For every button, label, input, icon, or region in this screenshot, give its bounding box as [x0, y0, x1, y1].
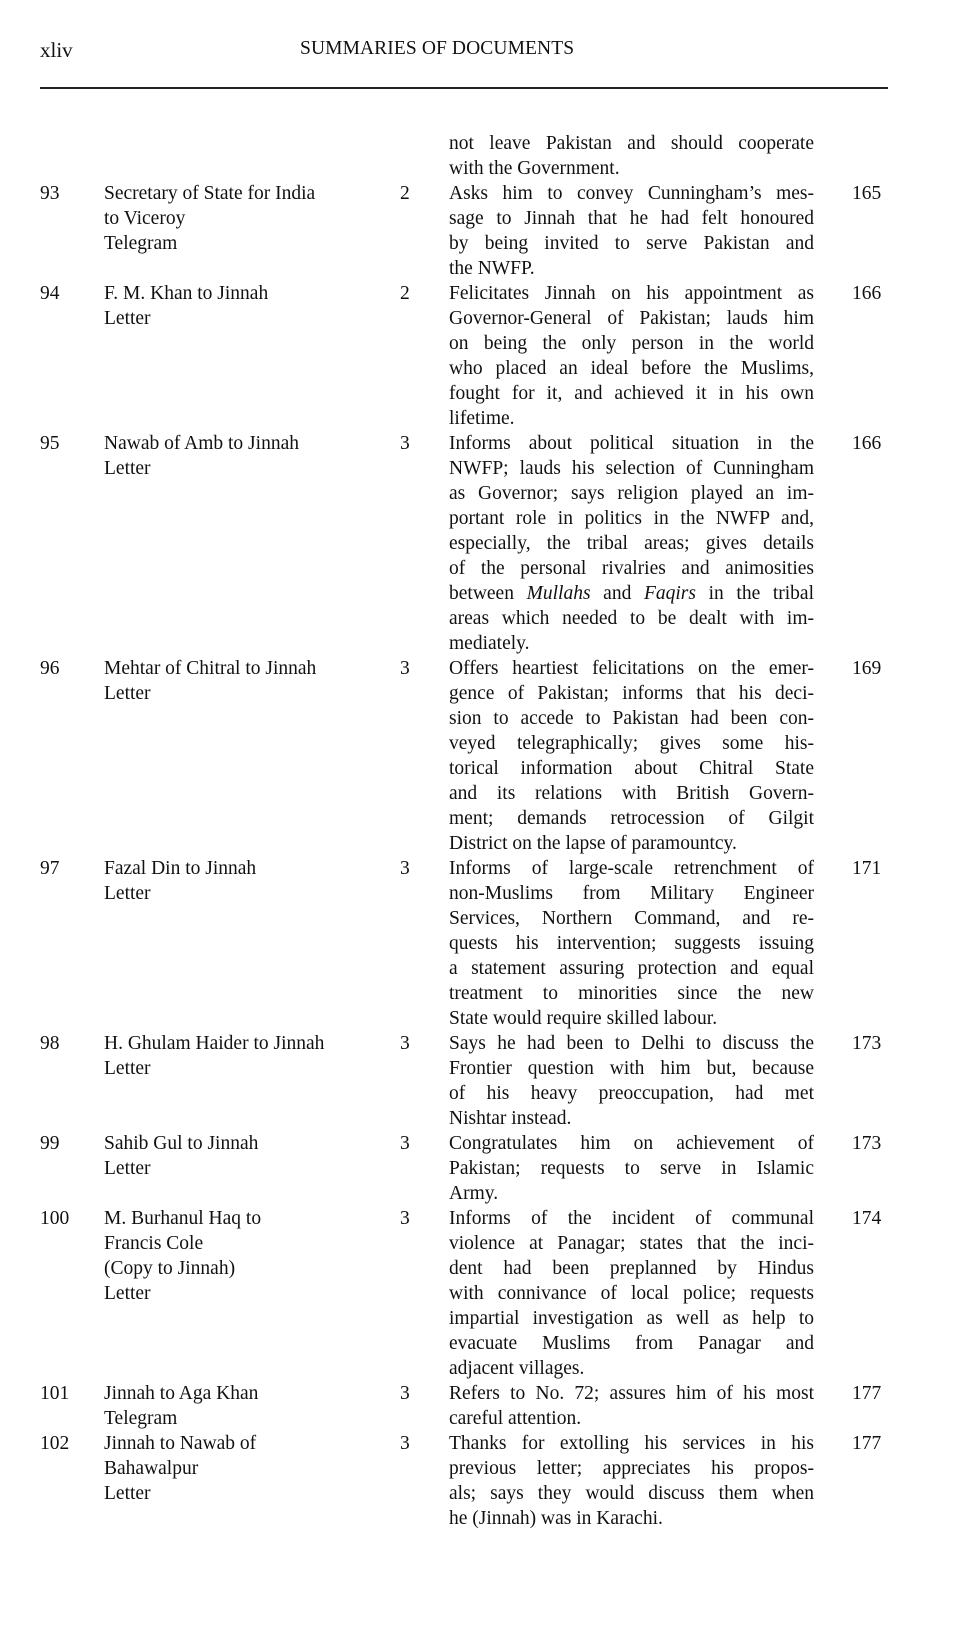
- document-entry: [0, 856, 968, 1031]
- summary-line: State would require skilled labour.: [449, 1008, 718, 1029]
- summary-line: Governor-General of Pakistan; lauds him: [449, 308, 814, 329]
- summary-line: areas which needed to be dealt with im-: [449, 608, 814, 629]
- summary-line: fought for it, and achieved it in his own: [449, 383, 814, 404]
- summary-text: [449, 181, 814, 281]
- title-line: Sahib Gul to Jinnah: [104, 1133, 259, 1154]
- title-line: to Viceroy: [104, 208, 186, 229]
- title-line: Letter: [104, 1283, 151, 1304]
- part-number: 3: [400, 1383, 410, 1404]
- title-line: Letter: [104, 883, 151, 904]
- summary-line: especially, the tribal areas; gives details: [449, 533, 814, 554]
- summary-line: [449, 581, 814, 606]
- title-line: Letter: [104, 308, 151, 329]
- summary-line: with the Government.: [449, 158, 620, 179]
- summary-line: he (Jinnah) was in Karachi.: [449, 1508, 663, 1529]
- document-entry: [0, 181, 968, 281]
- summary-line: torical information about Chitral State: [449, 758, 814, 779]
- summary-line: Thanks for extolling his services in his: [449, 1433, 814, 1454]
- continuation-row: [0, 131, 968, 181]
- title-line: Mehtar of Chitral to Jinnah: [104, 658, 317, 679]
- italic-term: Mullahs: [526, 583, 591, 604]
- summary-line: quests his intervention; suggests issuing: [449, 933, 814, 954]
- title-line: Letter: [104, 1483, 151, 1504]
- document-title: [104, 1031, 374, 1081]
- summary-line: mediately.: [449, 633, 530, 654]
- title-line: Telegram: [104, 1408, 178, 1429]
- part-number: 3: [400, 433, 410, 454]
- document-title: [104, 1131, 374, 1181]
- part-number: 3: [400, 1133, 410, 1154]
- summary-line: Nishtar instead.: [449, 1108, 572, 1129]
- page-reference: 173: [852, 1033, 882, 1054]
- summary-line: and its relations with British Govern-: [449, 783, 814, 804]
- summary-text: [449, 1031, 814, 1131]
- italic-term: Faqirs: [643, 583, 696, 604]
- summary-line: portant role in politics in the NWFP and,: [449, 508, 814, 529]
- document-number: 102: [40, 1433, 70, 1454]
- summary-line: Informs of the incident of communal: [449, 1208, 814, 1229]
- document-number: 98: [40, 1033, 60, 1054]
- document-number: 93: [40, 183, 60, 204]
- document-title: [104, 181, 374, 256]
- summary-text: [449, 1131, 814, 1206]
- summary-line: with connivance of local police; requests: [449, 1283, 814, 1304]
- summary-line: Services, Northern Command, and re-: [449, 908, 814, 929]
- document-entry: [0, 1381, 968, 1431]
- summary-line: treatment to minorities since the new: [449, 983, 814, 1004]
- part-number: 3: [400, 1208, 410, 1229]
- title-line: Letter: [104, 1058, 151, 1079]
- summary-line: Felicitates Jinnah on his appointment as: [449, 283, 814, 304]
- summary-text: [449, 656, 814, 856]
- summary-line: lifetime.: [449, 408, 515, 429]
- part-number: 3: [400, 1033, 410, 1054]
- title-line: Nawab of Amb to Jinnah: [104, 433, 299, 454]
- document-entry: [0, 1206, 968, 1381]
- document-entry: [0, 656, 968, 856]
- running-title: SUMMARIES OF DOCUMENTS: [300, 38, 575, 59]
- page-reference: 169: [852, 658, 882, 679]
- summary-line: on being the only person in the world: [449, 333, 814, 354]
- summary-line: sage to Jinnah that he had felt honoured: [449, 208, 814, 229]
- page-reference: 171: [852, 858, 882, 879]
- title-line: Francis Cole: [104, 1233, 204, 1254]
- title-line: F. M. Khan to Jinnah: [104, 283, 269, 304]
- part-number: 2: [400, 283, 410, 304]
- summary-line: Army.: [449, 1183, 499, 1204]
- summary-text: [449, 281, 814, 431]
- summary-text: [449, 856, 814, 1031]
- document-entry: [0, 1031, 968, 1131]
- title-line: Telegram: [104, 233, 178, 254]
- summary-text: [449, 431, 814, 656]
- summary-line: evacuate Muslims from Panagar and: [449, 1333, 814, 1354]
- summary-line: not leave Pakistan and should cooperate: [449, 133, 814, 154]
- summary-line: dent had been preplanned by Hindus: [449, 1258, 814, 1279]
- summary-line: District on the lapse of paramountcy.: [449, 833, 737, 854]
- summary-line: Offers heartiest felicitations on the emer-: [449, 658, 814, 679]
- text-segment: and: [590, 583, 644, 604]
- summaries-table: [0, 131, 968, 1531]
- summary-line: the NWFP.: [449, 258, 535, 279]
- summary-line: violence at Panagar; states that the inci-: [449, 1233, 814, 1254]
- page-reference: 177: [852, 1433, 882, 1454]
- title-line: M. Burhanul Haq to: [104, 1208, 262, 1229]
- document-number: 94: [40, 283, 60, 304]
- summary-line: who placed an ideal before the Muslims,: [449, 358, 814, 379]
- summary-line: Informs about political situation in the: [449, 433, 814, 454]
- summary-line: impartial investigation as well as help to: [449, 1308, 814, 1329]
- summary-line: Frontier question with him but, because: [449, 1058, 814, 1079]
- summary-text: [449, 131, 814, 181]
- document-title: [104, 656, 374, 706]
- page-reference: 177: [852, 1383, 882, 1404]
- part-number: 3: [400, 1433, 410, 1454]
- summary-line: of his heavy preoccupation, had met: [449, 1083, 814, 1104]
- summary-line: veyed telegraphically; gives some his-: [449, 733, 814, 754]
- summary-line: Asks him to convey Cunningham’s mes-: [449, 183, 814, 204]
- summary-line: by being invited to serve Pakistan and: [449, 233, 814, 254]
- title-line: Letter: [104, 683, 151, 704]
- summary-text: [449, 1381, 814, 1431]
- document-number: 95: [40, 433, 60, 454]
- title-line: Fazal Din to Jinnah: [104, 858, 257, 879]
- title-line: Letter: [104, 458, 151, 479]
- title-line: H. Ghulam Haider to Jinnah: [104, 1033, 325, 1054]
- document-entry: [0, 1131, 968, 1206]
- document-title: [104, 856, 374, 906]
- document-title: [104, 1206, 374, 1306]
- summary-line: Informs of large-scale retrenchment of: [449, 858, 814, 879]
- document-number: 96: [40, 658, 60, 679]
- document-entry: [0, 431, 968, 656]
- summary-line: careful attention.: [449, 1408, 582, 1429]
- title-line: Secretary of State for India: [104, 183, 316, 204]
- document-title: [104, 281, 374, 331]
- page-reference: 165: [852, 183, 882, 204]
- document-number: 100: [40, 1208, 70, 1229]
- document-number: 99: [40, 1133, 60, 1154]
- document-title: [104, 431, 374, 481]
- summary-line: gence of Pakistan; informs that his deci-: [449, 683, 814, 704]
- summary-text: [449, 1431, 814, 1531]
- page-number: xliv: [40, 38, 73, 62]
- summary-line: Congratulates him on achievement of: [449, 1133, 814, 1154]
- summary-line: previous letter; appreciates his propos-: [449, 1458, 814, 1479]
- title-line: Jinnah to Nawab of: [104, 1433, 257, 1454]
- page-reference: 174: [852, 1208, 882, 1229]
- summary-line: adjacent villages.: [449, 1358, 585, 1379]
- text-segment: in the tribal: [695, 583, 815, 604]
- title-line: Letter: [104, 1158, 151, 1179]
- title-line: Jinnah to Aga Khan: [104, 1383, 259, 1404]
- summary-line: non-Muslims from Military Engineer: [449, 883, 814, 904]
- summary-line: Pakistan; requests to serve in Islamic: [449, 1158, 814, 1179]
- title-line: (Copy to Jinnah): [104, 1258, 236, 1279]
- document-title: [104, 1431, 374, 1506]
- summary-line: Says he had been to Delhi to discuss the: [449, 1033, 814, 1054]
- page-reference: 166: [852, 433, 882, 454]
- summary-line: sion to accede to Pakistan had been con-: [449, 708, 814, 729]
- document-entry: [0, 1431, 968, 1531]
- summary-line: as Governor; says religion played an im-: [449, 483, 814, 504]
- document-entry: [0, 281, 968, 431]
- header-rule: [40, 87, 888, 89]
- title-line: Bahawalpur: [104, 1458, 199, 1479]
- summary-line: a statement assuring protection and equal: [449, 958, 814, 979]
- summary-line: of the personal rivalries and animosities: [449, 558, 814, 579]
- page-reference: 173: [852, 1133, 882, 1154]
- part-number: 3: [400, 858, 410, 879]
- part-number: 3: [400, 658, 410, 679]
- summary-text: [449, 1206, 814, 1381]
- summary-line: ment; demands retrocession of Gilgit: [449, 808, 814, 829]
- document-number: 101: [40, 1383, 70, 1404]
- summary-line: als; says they would discuss them when: [449, 1483, 814, 1504]
- page-reference: 166: [852, 283, 882, 304]
- summary-line: Refers to No. 72; assures him of his most: [449, 1383, 814, 1404]
- document-number: 97: [40, 858, 60, 879]
- part-number: 2: [400, 183, 410, 204]
- summary-line: NWFP; lauds his selection of Cunningham: [449, 458, 814, 479]
- text-segment: between: [449, 583, 527, 604]
- document-title: [104, 1381, 374, 1431]
